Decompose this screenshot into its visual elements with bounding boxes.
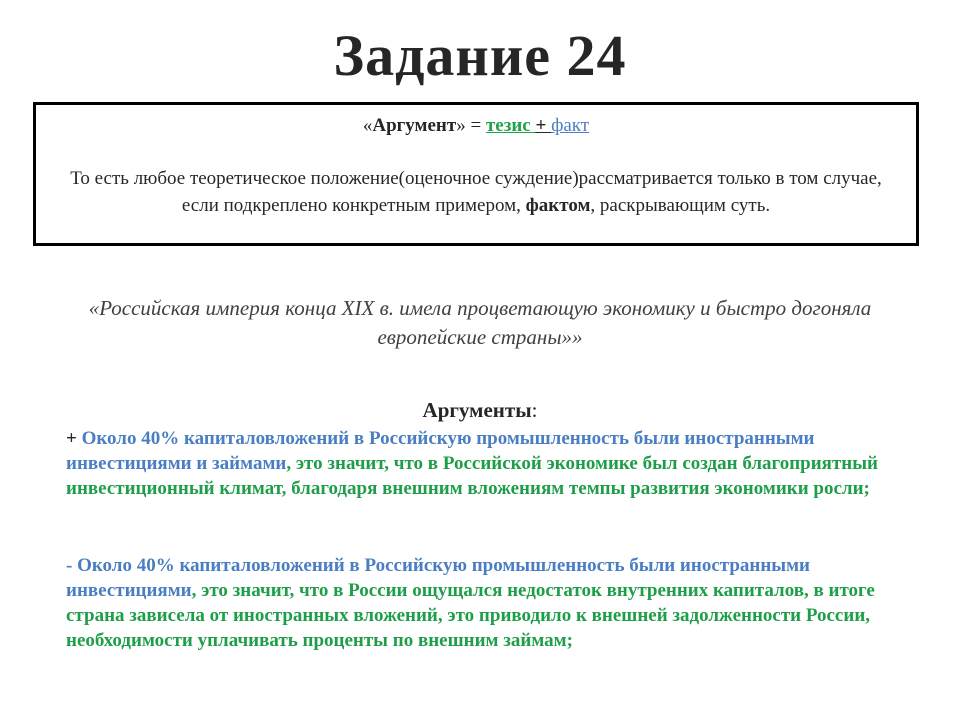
thesis-quote: «Российская империя конца XIX в. имела процветающую экономику и быстро догоняла европейские страны»»	[88, 296, 872, 349]
arguments-heading-text: Аргументы	[422, 398, 532, 422]
argument-fact: Около 40% капиталовложений в Российскую промышленность были иностранными инвестициями и займами	[66, 428, 815, 474]
argument-thesis: , это значит, что в Российской экономике был создан благоприятный инвестиционный климат, благодаря внешним вложениям темпы развития экономики росли;	[66, 453, 878, 499]
argument-word: Аргумент	[372, 115, 457, 136]
argument-item-minus	[66, 553, 926, 653]
explanation-text-2: , раскрывающим суть.	[590, 195, 771, 216]
open-quote: «	[362, 115, 373, 136]
explanation-bold-fact: фактом	[525, 195, 591, 216]
thesis-word: тезис	[485, 115, 536, 136]
page-title: Задание 24	[333, 23, 627, 88]
explanation-text-1: То есть любое теоретическое положение(оценочное суждение)рассматривается только в том случае, если подкреплено конкретным примером,	[70, 168, 882, 216]
arguments-heading	[0, 398, 960, 423]
argument-formula	[36, 115, 916, 137]
argument-sign: -	[66, 555, 78, 576]
fact-word: факт	[551, 115, 590, 136]
definition-box	[33, 102, 919, 246]
argument-fact: Около 40% капиталовложений в Российскую промышленность были иностранными инвестициями	[66, 555, 811, 601]
argument-sign: +	[66, 428, 82, 449]
definition-explanation	[66, 165, 886, 219]
arguments-heading-colon: :	[531, 398, 538, 422]
close-quote-equals: » =	[456, 115, 486, 136]
argument-item-plus	[66, 426, 926, 501]
plus-sign: +	[535, 115, 552, 136]
argument-thesis: , это значит, что в России ощущался недостаток внутренних капиталов, в итоге страна зависела от иностранных вложений, это приводило к внешней задолженности России, необходимости уплачивать проценты по внешним займам;	[66, 580, 875, 651]
